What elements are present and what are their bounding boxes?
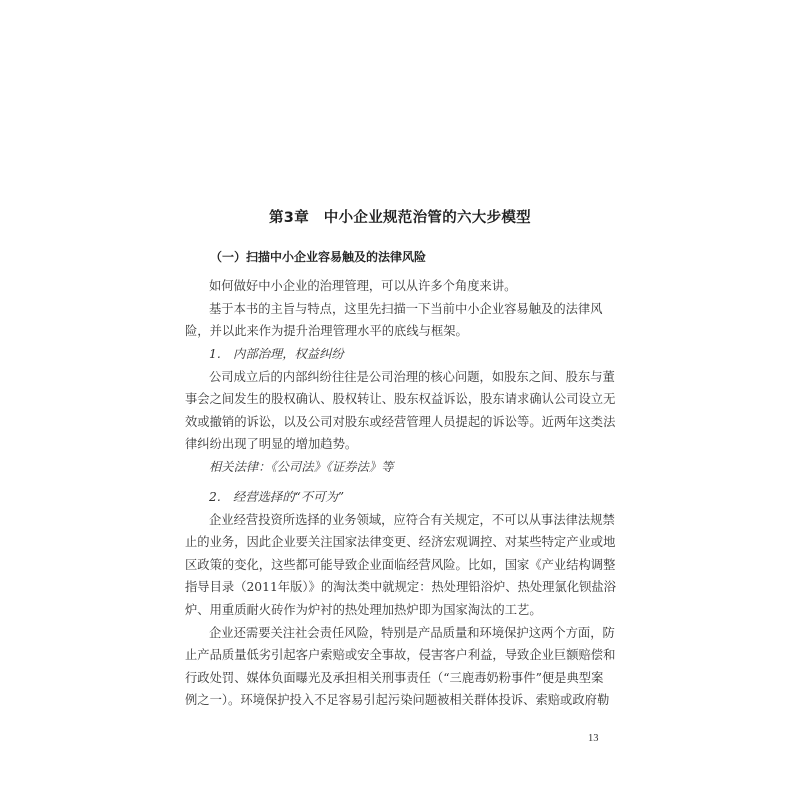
- item1-heading: 1. 内部治理，权益纠纷: [209, 347, 344, 361]
- section-heading: （一）扫描中小企业容易触及的法律风险: [210, 250, 427, 264]
- item2-para2-line: 行政处罚、媒体负面曝光及承担相关刑事责任（“三鹿毒奶粉事件”便是典型案: [185, 670, 604, 685]
- intro-line: 基于本书的主旨与特点，这里先扫描一下当前中小企业容易触及的法律风: [209, 301, 603, 316]
- related-law: 相关法律：《公司法》《证券法》等: [209, 460, 394, 474]
- item2-para1-line: 指导目录（2011年版）》的淘汰类中就规定：热处理铅浴炉、热处理氯化钡盐浴: [185, 580, 616, 595]
- item2-heading: 2. 经营选择的“不可为”: [209, 490, 344, 504]
- item2-para1-line: 企业经营投资所选择的业务领域，应符合有关规定，不可以从事法律法规禁: [209, 512, 615, 527]
- page-number: 13: [588, 733, 599, 744]
- intro-line: 险，并以此来作为提升治理管理水平的底线与框架。: [185, 324, 468, 339]
- item1-line: 公司成立后的内部纠纷往往是公司治理的核心问题，如股东之间、股东与董: [209, 369, 615, 384]
- item1-line: 律纠纷出现了明显的增加趋势。: [185, 437, 358, 452]
- intro-block: [185, 275, 605, 343]
- intro-line: 如何做好中小企业的治理管理，可以从许多个角度来讲。: [209, 279, 517, 293]
- item1-line: 效或撤销的诉讼，以及公司对股东或经营管理人员提起的诉讼等。近两年这类法: [185, 414, 616, 429]
- item2-para1-line: 区政策的变化，这些都可能导致企业面临经营风险。比如，国家《产业结构调整: [185, 557, 616, 572]
- item2-para2-line: 止产品质量低劣引起客户索赔或安全事故，侵害客户利益，导致企业巨额赔偿和: [185, 648, 616, 663]
- item2-para1-line: 止的业务，因此企业要关注国家法律变更、经济宏观调控、对某些特定产业或地: [185, 535, 616, 550]
- item1-line: 事会之间发生的股权确认、股权转让、股东权益诉讼，股东请求确认公司设立无: [185, 392, 616, 407]
- related-law-block: [185, 456, 605, 479]
- item2-para2-line: 例之一）。环境保护投入不足容易引起污染问题被相关群体投诉、索赔或政府勒: [185, 693, 610, 708]
- item2-para2-line: 企业还需要关注社会责任风险，特别是产品质量和环境保护这两个方面，防: [209, 625, 615, 640]
- item2-para1-line: 炉、用重质耐火砖作为炉衬的热处理加热炉即为国家淘汰的工艺。: [185, 602, 542, 617]
- item1-block: [185, 343, 616, 456]
- item2-block: [185, 486, 616, 712]
- chapter-title: 第3章 中小企业规范治管的六大步模型: [269, 210, 531, 226]
